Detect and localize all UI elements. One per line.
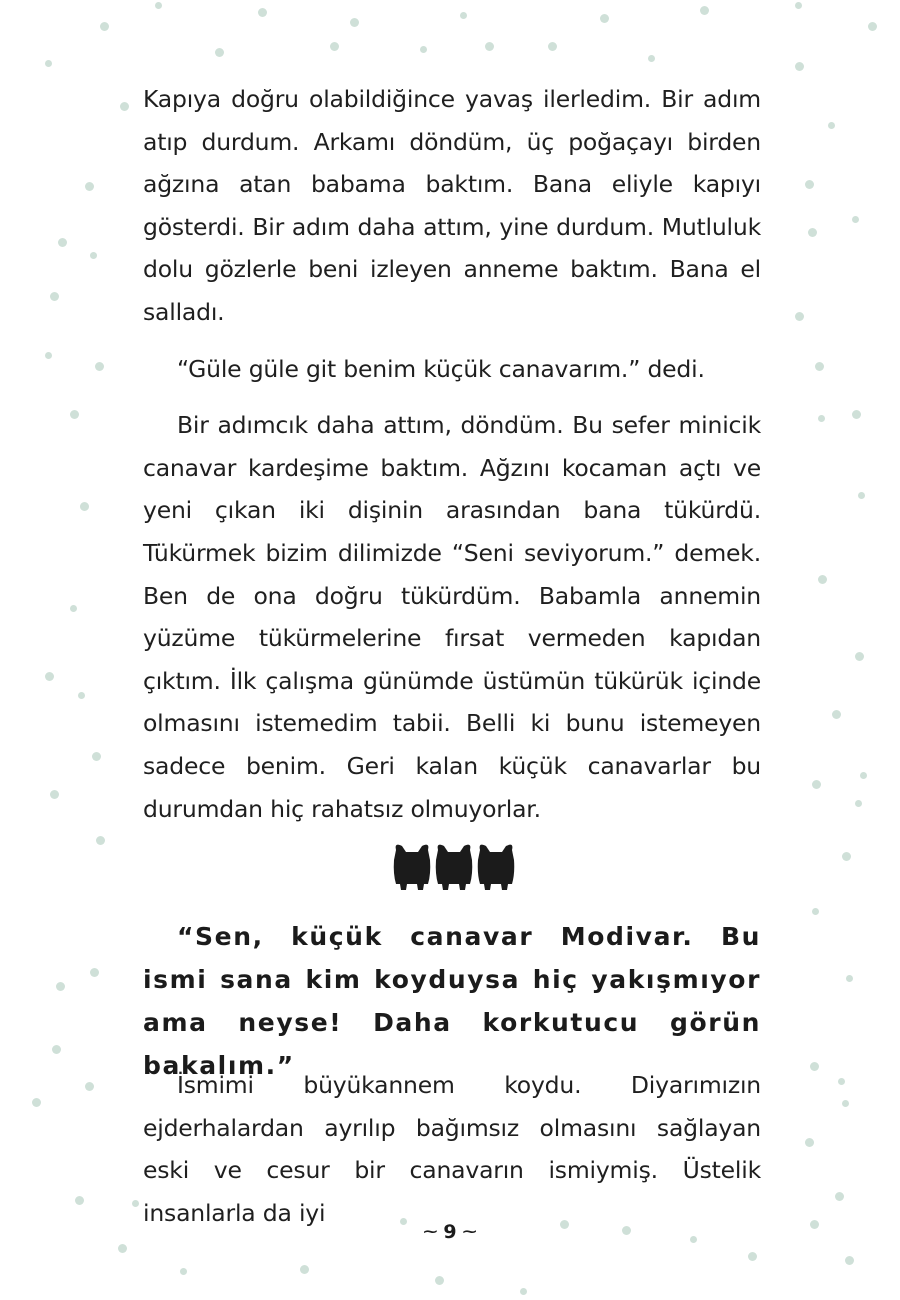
- decorative-dot: [860, 772, 867, 779]
- monster-icon: [436, 845, 473, 890]
- decorative-dot: [95, 362, 104, 371]
- decorative-dot: [92, 752, 101, 761]
- decorative-dot: [832, 710, 841, 719]
- decorative-dot: [180, 1268, 187, 1275]
- paragraph: Bir adımcık daha attım, döndüm. Bu sefer minicik canavar kardeşime baktım. Ağzını kocaman açtı ve yeni çıkan iki dişinin arasından bana tükürdü. Tükürmek bizim dilimizde “Seni seviyorum.” demek. Ben de ona doğru tükürdüm. Babamla annemin yüzüme tükürmelerine fırsat vermeden kapıdan çıktım. İlk çalışma günümde üstümün tükürük içinde olmasını istemedim tabii. Belli ki bunu istemeyen sadece benim. Geri kalan küçük canavarlar bu durumdan hiç rahatsız olmuyorlar.: [143, 411, 761, 823]
- decorative-dot: [132, 1200, 139, 1207]
- decorative-dot: [330, 42, 339, 51]
- page-number: [420, 1218, 480, 1246]
- decorative-dot: [215, 48, 224, 57]
- decorative-dot: [50, 790, 59, 799]
- decorative-dot: [805, 1138, 814, 1147]
- decorative-dot: [838, 1078, 845, 1085]
- decorative-dot: [100, 22, 109, 31]
- decorative-dot: [420, 46, 427, 53]
- decorative-dot: [96, 836, 105, 845]
- decorative-dot: [868, 22, 877, 31]
- paragraph: İsmimi büyükannem koydu. Diyarımızın ejderhalardan ayrılıp bağımsız olmasını sağlayan eski ve cesur bir canavarın ismiymiş. Üstelik insanlarla da iyi: [143, 1071, 761, 1227]
- decorative-dot: [846, 975, 853, 982]
- swirl-right-icon: ⁓: [462, 1224, 477, 1240]
- decorative-dot: [548, 42, 557, 51]
- decorative-dot: [842, 1100, 849, 1107]
- decorative-dot: [118, 1244, 127, 1253]
- decorative-dot: [58, 238, 67, 247]
- decorative-dot: [795, 312, 804, 321]
- body-text-continued: [143, 1064, 761, 1234]
- decorative-dot: [855, 652, 864, 661]
- decorative-dot: [852, 410, 861, 419]
- decorative-dot: [855, 800, 862, 807]
- decorative-dot: [852, 216, 859, 223]
- decorative-dot: [90, 968, 99, 977]
- decorative-dot: [842, 852, 851, 861]
- page-number-value: 9: [443, 1221, 457, 1243]
- decorative-dot: [485, 42, 494, 51]
- decorative-dot: [155, 2, 162, 9]
- decorative-dot: [818, 575, 827, 584]
- decorative-dot: [90, 252, 97, 259]
- decorative-dot: [858, 492, 865, 499]
- decorative-dot: [80, 502, 89, 511]
- swirl-left-icon: ⁓: [423, 1224, 438, 1240]
- decorative-dot: [845, 1256, 854, 1265]
- monster-icon: [478, 845, 515, 890]
- decorative-dot: [810, 1062, 819, 1071]
- decorative-dot: [435, 1276, 444, 1285]
- decorative-dot: [85, 1082, 94, 1091]
- decorative-dot: [648, 55, 655, 62]
- decorative-dot: [812, 908, 819, 915]
- decorative-dot: [818, 415, 825, 422]
- decorative-dot: [56, 982, 65, 991]
- decorative-dot: [70, 410, 79, 419]
- decorative-dot: [85, 182, 94, 191]
- decorative-dot: [50, 292, 59, 301]
- decorative-dot: [300, 1265, 309, 1274]
- decorative-dot: [45, 352, 52, 359]
- decorative-dot: [78, 692, 85, 699]
- paragraph: Kapıya doğru olabildiğince yavaş ilerledim. Bir adım atıp durdum. Arkamı döndüm, üç poğaçayı birden ağzına atan babama baktım. Bana eliyle kapıyı gösterdi. Bir adım daha attım, yine durdum. Mutluluk dolu gözlerle beni izleyen anneme baktım. Bana el salladı.: [143, 85, 761, 326]
- quote-block: [143, 915, 761, 1087]
- decorative-dot: [690, 1236, 697, 1243]
- three-monsters-icon: [392, 840, 516, 892]
- decorative-dot: [70, 605, 77, 612]
- decorative-dot: [52, 1045, 61, 1054]
- decorative-dot: [805, 180, 814, 189]
- paragraph: “Güle güle git benim küçük canavarım.” dedi.: [177, 354, 705, 383]
- decorative-dot: [45, 672, 54, 681]
- decorative-dot: [835, 1192, 844, 1201]
- decorative-dot: [45, 60, 52, 67]
- decorative-dot: [815, 362, 824, 371]
- decorative-dot: [350, 18, 359, 27]
- decorative-dot: [32, 1098, 41, 1107]
- decorative-dot: [520, 1288, 527, 1295]
- decorative-dot: [810, 1220, 819, 1229]
- body-text: [143, 78, 761, 830]
- monster-icon: [394, 845, 431, 890]
- decorative-dot: [258, 8, 267, 17]
- decorative-dot: [828, 122, 835, 129]
- decorative-dot: [795, 2, 802, 9]
- decorative-dot: [460, 12, 467, 19]
- decorative-dot: [748, 1252, 757, 1261]
- decorative-dot: [795, 62, 804, 71]
- decorative-dot: [812, 780, 821, 789]
- decorative-dot: [700, 6, 709, 15]
- decorative-dot: [808, 228, 817, 237]
- quote-text: “Sen, küçük canavar Modivar. Bu ismi sana kim koyduysa hiç yakışmıyor ama neyse! Daha korkutucu görün bakalım.”: [143, 922, 761, 1080]
- decorative-dot: [600, 14, 609, 23]
- decorative-dot: [75, 1196, 84, 1205]
- decorative-dot: [120, 102, 129, 111]
